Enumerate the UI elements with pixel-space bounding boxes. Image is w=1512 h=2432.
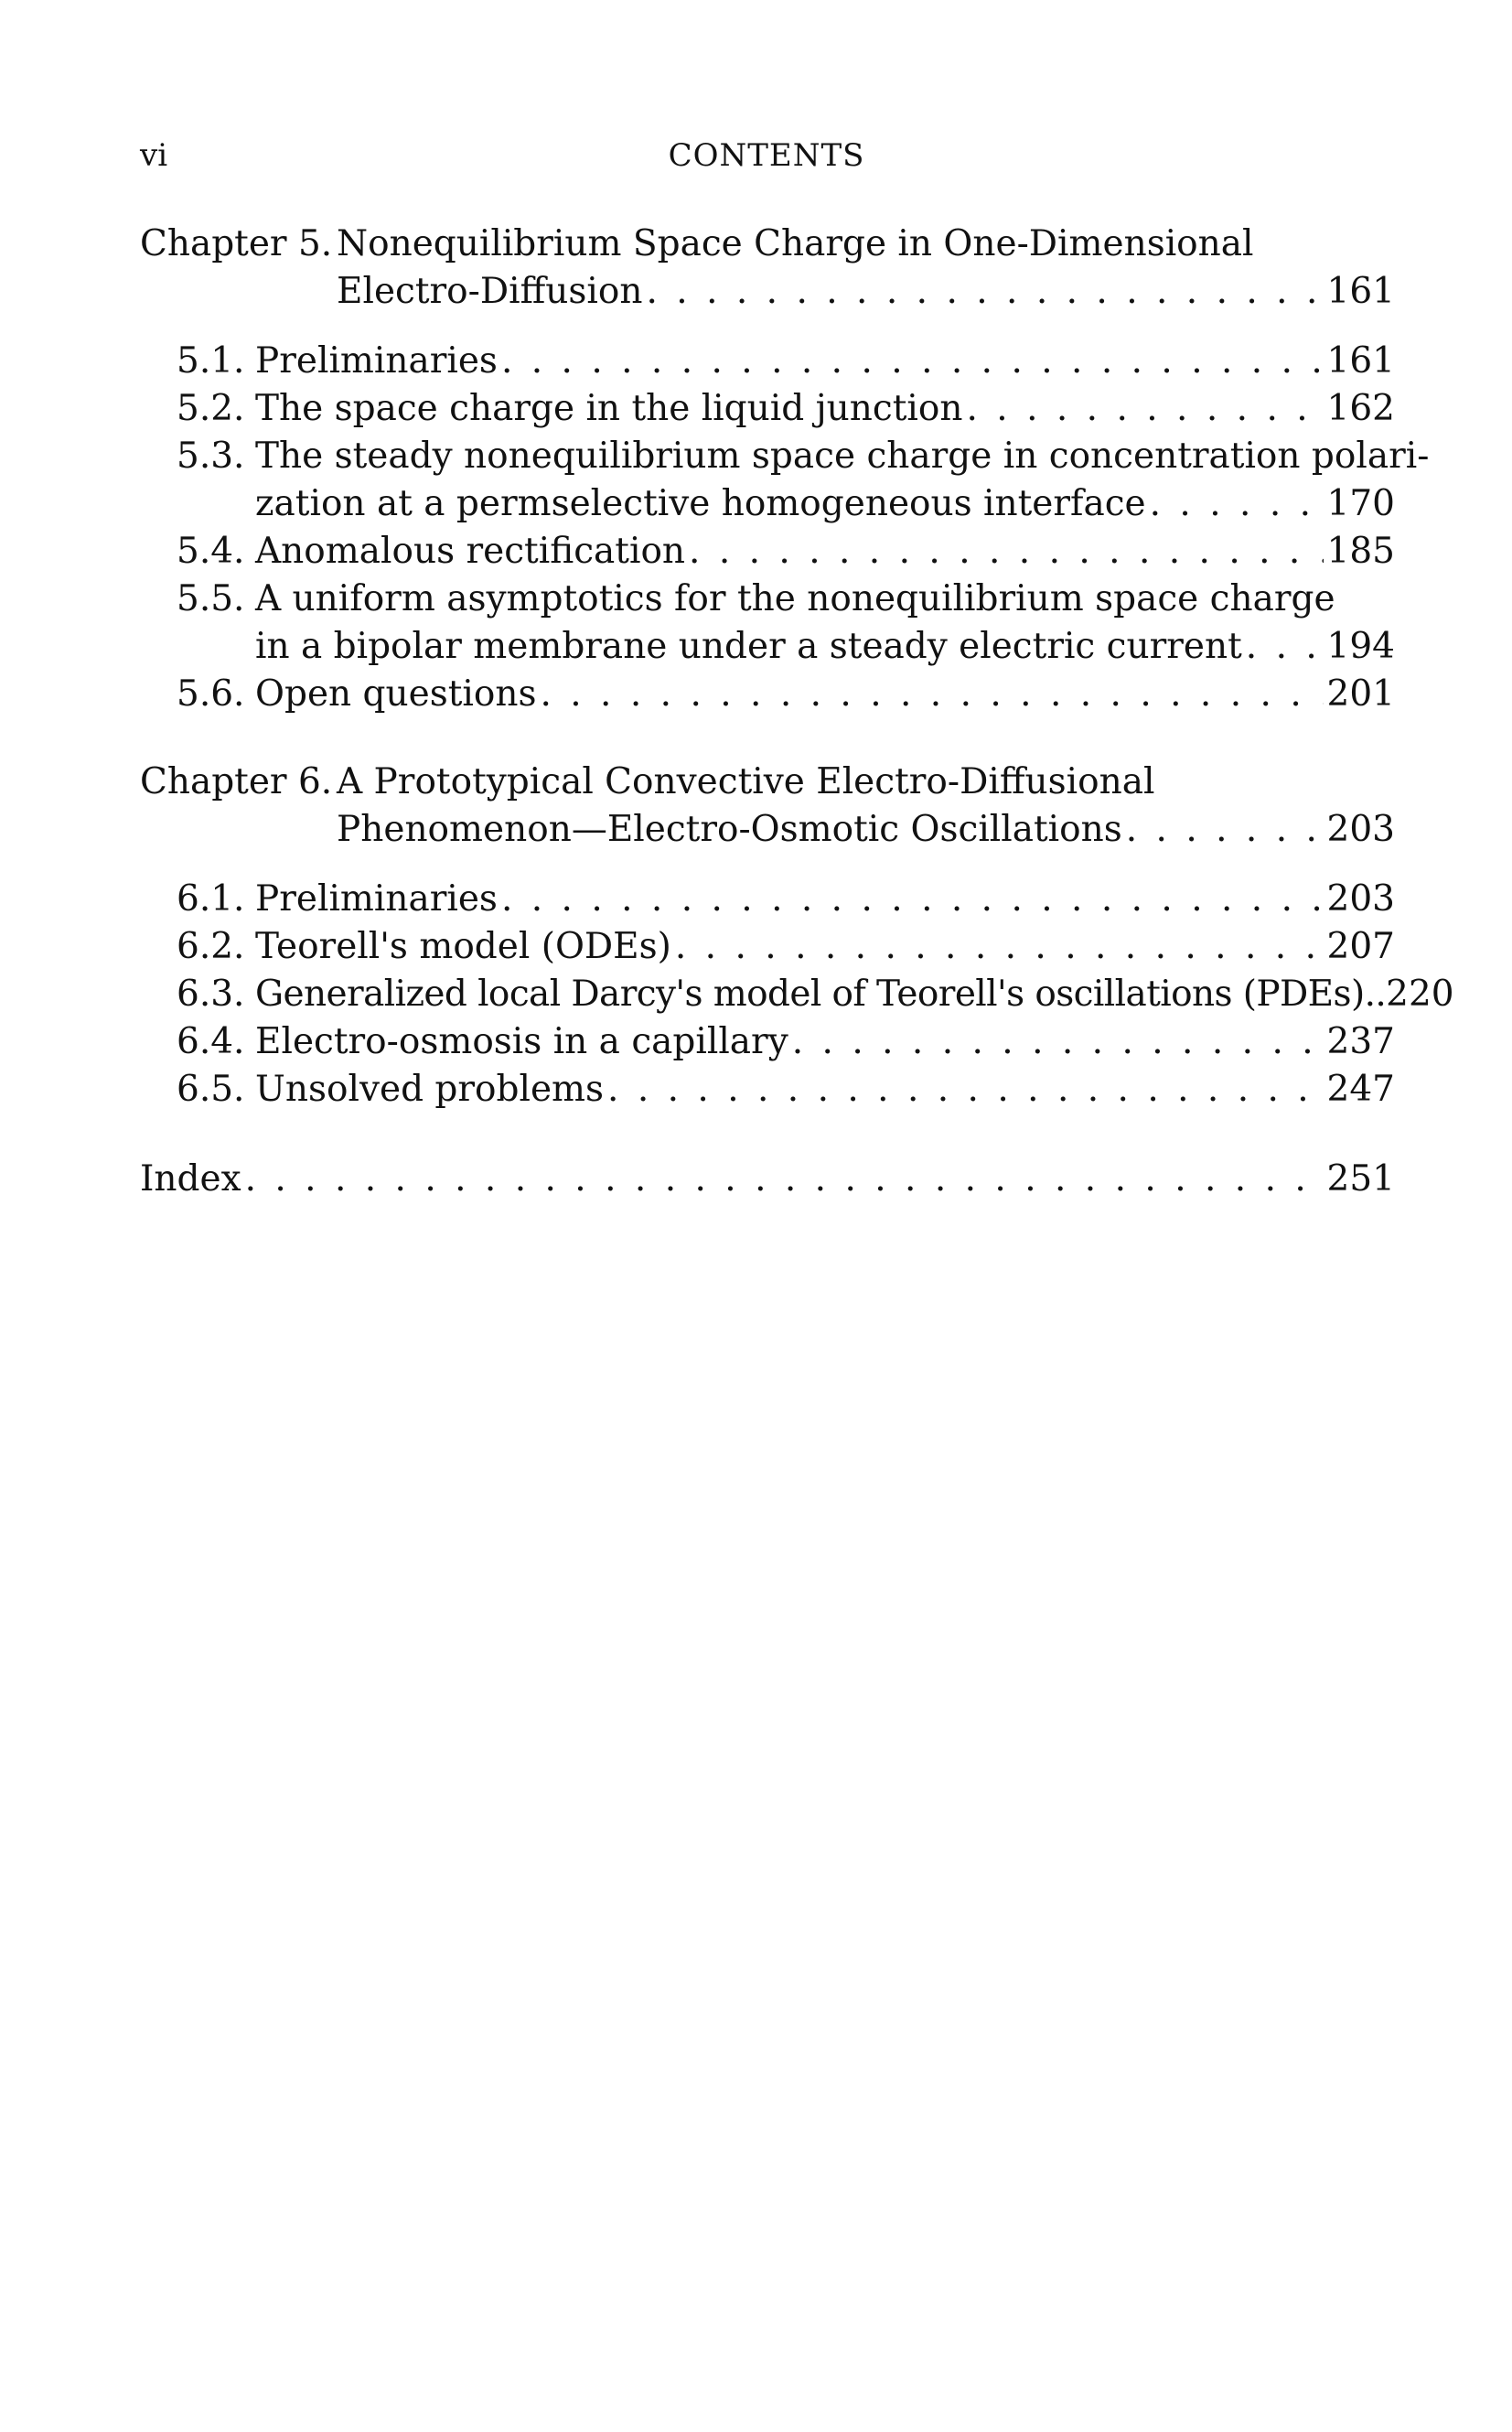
section-title: Preliminaries xyxy=(255,340,498,382)
toc-entry xyxy=(140,433,1430,480)
section-title: The steady nonequilibrium space charge in concentration polari- xyxy=(255,436,1430,477)
dot-leader xyxy=(1126,806,1324,854)
toc-entry xyxy=(140,971,1454,1018)
index-label: Index xyxy=(140,1158,241,1200)
toc-entry xyxy=(140,1018,1395,1066)
dot-leader xyxy=(792,1018,1324,1066)
dot-leader xyxy=(245,1156,1324,1203)
section-number: 5.1. xyxy=(177,340,245,382)
toc-entry xyxy=(140,528,1395,576)
dot-leader xyxy=(647,268,1324,316)
toc-chapter-heading-continued xyxy=(140,268,1395,316)
chapter-title: A Prototypical Convective Electro-Diffusional xyxy=(337,761,1155,802)
dot-leader xyxy=(967,385,1324,433)
page-number: 201 xyxy=(1326,673,1395,715)
toc-entry xyxy=(140,671,1395,718)
toc-entry xyxy=(140,876,1395,923)
page-number: 251 xyxy=(1326,1158,1395,1200)
dot-leader xyxy=(501,876,1324,923)
page-number: 185 xyxy=(1326,531,1395,572)
section-title: Preliminaries xyxy=(255,878,498,920)
dot-leader xyxy=(540,671,1323,718)
page-number: 194 xyxy=(1326,626,1395,667)
dot-leader xyxy=(607,1066,1324,1114)
chapter-title-continued: Electro-Diffusion xyxy=(337,271,643,312)
dot-leader xyxy=(675,923,1324,971)
page-number: 203 xyxy=(1326,809,1395,850)
chapter-title: Nonequilibrium Space Charge in One-Dimensional xyxy=(337,223,1254,264)
page-number: 170 xyxy=(1326,483,1395,524)
chapter-label: Chapter 5. xyxy=(140,223,333,264)
section-number: 6.5. xyxy=(177,1069,245,1110)
section-number: 5.6. xyxy=(177,673,245,715)
toc-entry xyxy=(140,385,1395,433)
page-number: 161 xyxy=(1326,271,1395,312)
page-number: 161 xyxy=(1326,340,1395,382)
section-number: 5.2. xyxy=(177,388,245,429)
chapter-title-continued: Phenomenon—Electro-Osmotic Oscillations xyxy=(337,809,1122,850)
dot-leader xyxy=(1246,623,1324,671)
section-title-continued: in a bipolar membrane under a steady electric current xyxy=(255,626,1242,667)
dot-leader xyxy=(1150,480,1324,528)
running-title: CONTENTS xyxy=(668,137,865,174)
page-header xyxy=(140,133,1393,178)
page-number: 237 xyxy=(1326,1021,1395,1062)
chapter-label: Chapter 6. xyxy=(140,761,333,802)
toc-chapter-heading xyxy=(140,221,1395,268)
dot-leader xyxy=(689,528,1324,576)
section-title: Open questions xyxy=(255,673,537,715)
section-number: 6.1. xyxy=(177,878,245,920)
page-number: 207 xyxy=(1326,926,1395,967)
toc-chapter-6 xyxy=(140,759,1454,1114)
toc-chapter-heading-continued xyxy=(140,806,1395,854)
toc-chapter-5 xyxy=(140,221,1430,718)
page-folio: vi xyxy=(140,137,168,174)
page-number: 220 xyxy=(1386,974,1454,1015)
section-title-continued: zation at a permselective homogeneous interface xyxy=(255,483,1146,524)
page-number: 247 xyxy=(1326,1069,1395,1110)
page-number: 203 xyxy=(1326,878,1395,920)
section-title: Teorell's model (ODEs) xyxy=(255,926,671,967)
section-number: 6.4. xyxy=(177,1021,245,1062)
section-title: Generalized local Darcy's model of Teorell's oscillations (PDEs).. xyxy=(255,974,1387,1015)
section-title: Unsolved problems xyxy=(255,1069,605,1110)
section-title: The space charge in the liquid junction xyxy=(255,388,963,429)
section-number: 6.2. xyxy=(177,926,245,967)
toc-index xyxy=(140,1156,1395,1203)
section-number: 5.4. xyxy=(177,531,245,572)
toc-index-entry xyxy=(140,1156,1395,1203)
toc-chapter-heading xyxy=(140,759,1395,806)
section-title: Anomalous rectification xyxy=(255,531,686,572)
toc-entry xyxy=(140,576,1395,623)
section-title: Electro-osmosis in a capillary xyxy=(255,1021,788,1062)
dot-leader xyxy=(501,338,1324,385)
page-number: 162 xyxy=(1326,388,1395,429)
toc-entry xyxy=(140,923,1395,971)
section-number: 6.3. xyxy=(177,974,245,1015)
toc-entry-continued xyxy=(140,480,1395,528)
section-title: A uniform asymptotics for the nonequilibrium space charge xyxy=(255,578,1335,619)
toc-entry-continued xyxy=(140,623,1395,671)
toc-entry xyxy=(140,1066,1395,1114)
section-number: 5.3. xyxy=(177,436,245,477)
section-number: 5.5. xyxy=(177,578,245,619)
toc-entry xyxy=(140,338,1395,385)
